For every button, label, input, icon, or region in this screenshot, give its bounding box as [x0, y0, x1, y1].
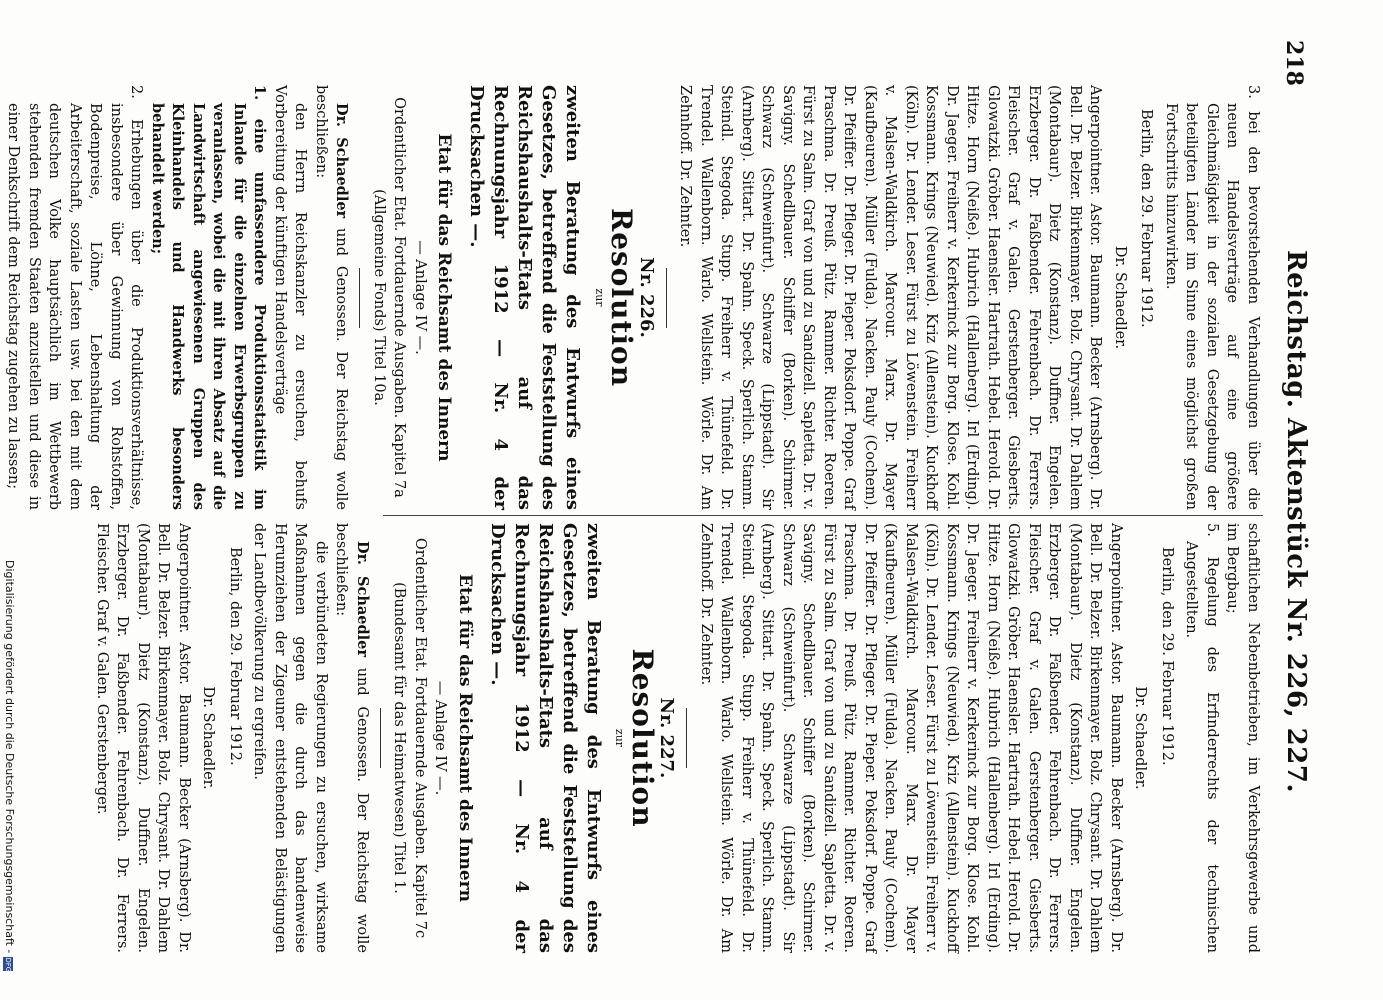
signer: Dr. Schaedler.	[200, 686, 217, 790]
anlage-label: — Anlage IV —.	[432, 680, 449, 796]
etat-heading: Etat für das Reichsamt des Innern	[455, 574, 475, 902]
kapitel-label: Ordentlicher Etat. Fortdauernde Ausgaben. Kapitel 7c (Bundesamt für das Heimatwesen) Titel 1.	[391, 537, 428, 939]
motion-author: Dr. Schaedler	[333, 103, 351, 219]
motion-author: Dr. Schaedler	[354, 541, 371, 658]
dfg-logo: DFG	[4, 957, 12, 973]
page-number: 218	[1281, 40, 1307, 86]
signer: Dr. Schaedler.	[1132, 686, 1149, 790]
separator	[687, 708, 688, 768]
document-number: Nr. 226.	[636, 257, 657, 338]
motion-intro: Dr. Schaedler und Genossen. Der Reichstag wolle beschließen:	[333, 523, 371, 953]
anlage-label: — Anlage IV —.	[412, 240, 428, 355]
motion-body: den Herrn Reichskanzler zu ersuchen, behufs Vorbereitung der künftigen Handelsverträge	[272, 85, 309, 510]
motion-item-1: 1. eine umfassendere Produktionsstatistik im Inlande für die einzelnen Erwerbsgruppen zu veranlassen, wobei die mit ihren Absatz auf die Landwirtschaft angewiesenen Gruppen des Kleinhandels und Handwerks besonders behandelt werden;	[149, 85, 269, 510]
resolution-subject: zweiten Beratung des Entwurfs eines Gesetzes, betreffend die Feststellung des Reichshaushalts-Etats auf das Rechnungsjahr 1912 — Nr. 4 der Drucksachen —.	[487, 523, 604, 953]
date-line: Berlin, den 29. Februar 1912.	[1159, 547, 1175, 766]
motion-body: die verbündeten Regierungen zu ersuchen, wirksame Maßnahmen gegen die durch das bandenweise Herumziehen der Zigeuner entstehenden Belästigungen der Landbevölkerung zu ergreifen.	[251, 523, 329, 953]
intro-item-5: 5. Regelung des Erfinderrechts der technischen Angestellten.	[1183, 523, 1220, 953]
zur-label: zur	[593, 288, 606, 307]
resolution-heading: Resolution	[605, 207, 639, 388]
date-line: Berlin, den 29. Februar 1912.	[1138, 109, 1155, 328]
etat-heading: Etat für das Reichsamt des Innern	[434, 133, 455, 462]
date-line: Berlin, den 29. Februar 1912.	[227, 547, 243, 766]
cosigner-list: Angerpointner. Astor. Baumann. Becker (Arnsberg). Dr. Bell. Dr. Belzer. Birkenmayer. Bolz. Chrysant. Dr. Dahlem (Montabaur). Dietz (Konstanz). Duffner. Engelen. Erzberger. Dr. Faßbender. Fehrenbach. Dr. Ferrers. Fleischer. Graf v. Galen. Gerstenberger. Giesberts. Glowatzki. Gröber. Haensler. Hartrath. Hebel. Herold. Dr. Hitze. Horn (Neiße). Hubrich (Hallenberg). Irl (Erding). Dr. Jaeger. Freiherr v. Kerkerinck zur Borg. Klose. Kohl. Kossmann. Krings (Neuwied). Kriz (Allenstein). Kuckhoff (Köln). Dr. Lender. Leser. Fürst zu Löwenstein. Freiherr v. Malsen-Waldkirch. Marcour. Marx. Dr. Mayer (Kaufbeuren). Müller (Fulda). Nacken. Pauly (Cochem). Dr. Pfeiffer. Dr. Pfleger. Dr. Pieper. Poksdorf. Poppe. Graf Praschma. Dr. Preuß. Pütz. Rammer. Richter. Roeren. Fürst zu Salm. Graf von und zu Sandizell. Sapletta. Dr. v. Savigny. Schedlbauer. Schiffer (Borken). Schirmer. Schwarz (Schweinfurt). Schwarze (Lippstadt). Sir (Arnberg). Sittart. Dr. Spahn. Speck. Sperlich. Stamm. Steindl. Stegoda. Stupp. Freiherr v. Thünefeld. Dr. Trendel. Wallenborn. Warlo. Wellstein. Wörle. Dr. Am Zehnhoff. Dr. Zehnter.	[677, 85, 1104, 510]
separator	[380, 708, 381, 768]
column-right	[92, 523, 1264, 953]
signer: Dr. Schaedler.	[1112, 245, 1128, 350]
zur-label: zur	[613, 728, 627, 748]
column-divider	[383, 515, 1263, 516]
intro-continuation: schaftlichen Nebenbetrieben, im Verkehrsgewerbe und im Bergbau;	[1224, 523, 1261, 953]
intro-item-3: 3. bei den bevorstehenden Verhandlungen über die neuen Handelsverträge auf eine größere Gleichmäßigkeit in der sozialen Gesetzgebung der beteiligten Länder im Sinne eines möglichst großen Fortschritts hinzuwirken.	[1163, 85, 1261, 510]
running-title: Reichstag. Aktenstück Nr. 226, 227.	[1281, 250, 1311, 794]
document-number: Nr. 227.	[656, 697, 678, 779]
separator	[666, 268, 667, 328]
motion-intro: Dr. Schaedler und Genossen. Der Reichstag wolle beschließen:	[313, 85, 351, 510]
column-left	[3, 85, 1263, 510]
cosigner-list: Angerpointner. Astor. Baumann. Becker (Arnsberg). Dr. Bell. Dr. Belzer. Birkenmayer. Bolz. Chrysant. Dr. Dahlem (Montabaur). Dietz (Konstanz). Duffner. Engelen. Erzberger. Dr. Faßbender. Fehrenbach. Dr. Ferrers. Fleischer. Graf v. Galen. Gerstenberger. Giesberts. Glowatzki. Gröber. Haensler. Hartrath. Hebel. Herold. Dr. Hitze. Horn (Neiße). Hubrich (Hallenberg). Irl (Erding). Dr. Jaeger. Freiherr v. Kerkerinck zur Borg. Klose. Kohl. Kossmann. Krings (Neuwied). Kriz (Allenstein). Kuckhoff (Köln). Dr. Lender. Leser. Fürst zu Löwenstein. Freiherr v. Malsen-Waldkirch. Marcour. Marx. Dr. Mayer (Kaufbeuren). Müller (Fulda). Nacken. Pauly (Cochem). Dr. Pfeiffer. Dr. Pfleger. Dr. Pieper. Poksdorf. Poppe. Graf Praschma. Dr. Preuß. Pütz. Rammer. Richter. Roeren. Fürst zu Salm. Graf von und zu Sandizell. Sapletta. Dr. v. Savigny. Schedlbauer. Schiffer (Borken). Schirmer. Schwarz (Schweinfurt). Schwarze (Lippstadt). Sir (Arnberg). Sittart. Dr. Spahn. Speck. Sperlich. Stamm. Steindl. Stegoda. Stupp. Freiherr v. Thünefeld. Dr. Trendel. Wallenborn. Warlo. Wellstein. Wörle. Dr. Am Zehnhoff. Dr. Zehnter.	[698, 523, 1124, 953]
separator	[360, 268, 361, 328]
digitization-credit: Digitalisierung gefördert durch die Deutsche Forschungsgemeinschaft -DFG	[3, 560, 16, 973]
page-header	[1271, 40, 1311, 940]
resolution-heading: Resolution	[626, 648, 659, 828]
cosigner-list: Angerpointner. Astor. Baumann. Becker (Arnsberg). Dr. Bell. Dr. Belzer. Birkenmayer. Bolz. Chrysant. Dr. Dahlem (Montabaur). Dietz (Konstanz). Duffner. Engelen. Erzberger. Dr. Faßbender. Fehrenbach. Dr. Ferrers. Fleischer. Graf v. Galen. Gerstenberger.	[94, 523, 192, 953]
kapitel-label: Ordentlicher Etat. Fortdauernde Ausgaben. Kapitel 7a (Allgemeine Fonds) Titel 10a.	[371, 97, 408, 498]
resolution-subject: zweiten Beratung des Entwurfs eines Gesetzes, betreffend die Feststellung des Reichshaushalts-Etats auf das Rechnungsjahr 1912 — Nr. 4 der Drucksachen —.	[466, 85, 584, 510]
motion-item-2: 2. Erhebungen über die Produktionsverhältnisse, insbesondere über Gewinnung von Rohstoffen, Bodenpreise, Löhne, Lebenshaltung der Arbeiterschaft, soziale Lasten usw. bei den mit dem deutschen Volke hauptsächlich im Wettbewerb stehenden fremden Staaten anzustellen und diese in einer Denkschrift dem Reichstag zugehen zu lassen;	[5, 85, 145, 510]
